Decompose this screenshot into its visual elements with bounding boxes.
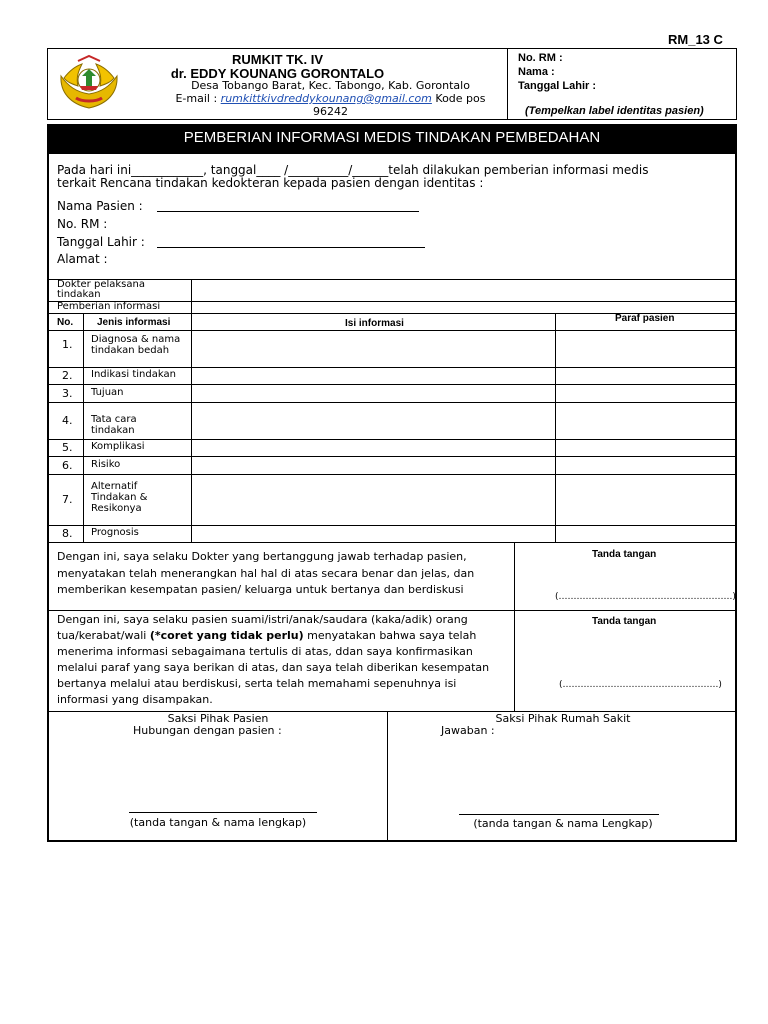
dokter-pelaksana-label: Dokter pelaksana tindakan: [57, 279, 145, 300]
patient-sign-blank[interactable]: (…………………………………………….): [559, 680, 722, 690]
doctor-sign-label: Tanda tangan: [592, 549, 657, 560]
row-no: 3.: [62, 387, 73, 400]
row-jenis: Tujuan: [91, 387, 124, 398]
intro-line2: terkait Rencana tindakan kedokteran kepada pasien dengan identitas :: [57, 176, 484, 190]
document-code: RM_13 C: [668, 32, 723, 47]
email-link[interactable]: rumkittkivdreddykounang@gmail.com: [220, 92, 432, 105]
doctor-statement-line2: menyatakan telah menerangkan hal hal di atas secara benar dan jelas, dan: [57, 567, 475, 580]
row-no: 2.: [62, 369, 73, 382]
row-no: 1.: [62, 338, 73, 351]
witness-right-sub: Jawaban :: [441, 724, 495, 737]
doctor-statement-line3: memberikan kesempatan pasien/ keluarga untuk bertanya dan berdiskusi: [57, 583, 464, 596]
patient-statement-part: tua/kerabat/wali: [57, 629, 150, 642]
postal-code: 96242: [313, 105, 348, 118]
row-no: 4.: [62, 414, 73, 427]
email-line: [158, 92, 503, 105]
header-box: [47, 48, 737, 120]
witness-left-signline[interactable]: [129, 812, 317, 813]
witness-right-signline[interactable]: [459, 814, 659, 815]
address-line: Desa Tobango Barat, Kec. Tabongo, Kab. Gorontalo: [191, 79, 470, 92]
hospital-name-line1: RUMKIT TK. IV: [232, 52, 323, 67]
patient-statement-part: menyatakan bahwa saya telah: [303, 629, 477, 642]
label-note: (Tempelkan label identitas pasien): [525, 105, 704, 117]
identity-tgl-label: Tanggal Lahir :: [57, 235, 145, 249]
row-jenis: Prognosis: [91, 527, 139, 538]
patient-statement-line2: [57, 629, 476, 642]
row-jenis: Tata cara tindakan: [91, 414, 137, 436]
pemberian-informasi-label: Pemberian informasi: [57, 301, 161, 312]
patient-statement-line4: melalui paraf yang saya berikan di atas, dan saya telah diberikan kesempatan: [57, 661, 490, 674]
witness-left-title: Saksi Pihak Pasien: [167, 712, 269, 725]
row-no: 5.: [62, 441, 73, 454]
patient-sign-label: Tanda tangan: [592, 616, 657, 627]
label-tanggal-lahir: Tanggal Lahir :: [518, 80, 597, 92]
row-jenis: Indikasi tindakan: [91, 369, 176, 380]
strike-note: (*coret yang tidak perlu): [149, 629, 304, 642]
patient-statement-line1: Dengan ini, saya selaku pasien suami/istri/anak/saudara (kaka/adik) orang: [57, 613, 468, 626]
row-no: 8.: [62, 527, 73, 540]
col-paraf-header: Paraf pasien: [615, 313, 675, 324]
identity-tgl-line[interactable]: [157, 247, 425, 248]
intro-line1: Pada hari ini____________, tanggal____ /__________/______telah dilakukan pemberian informasi medis: [57, 163, 649, 177]
label-no-rm: No. RM :: [518, 52, 563, 64]
identity-norm-label: No. RM :: [57, 217, 108, 231]
email-prefix: E-mail :: [175, 92, 221, 105]
identity-nama-line[interactable]: [157, 211, 419, 212]
hospital-address: [158, 79, 503, 118]
col-isi-header: Isi informasi: [345, 318, 404, 329]
witness-right-title: Saksi Pihak Rumah Sakit: [495, 712, 631, 725]
row-jenis: Komplikasi: [91, 441, 145, 452]
row-no: 6.: [62, 459, 73, 472]
form-title: PEMBERIAN INFORMASI MEDIS TINDAKAN PEMBEDAHAN: [47, 124, 737, 152]
witness-left-caption: (tanda tangan & nama lengkap): [129, 816, 307, 829]
doctor-statement-line1: Dengan ini, saya selaku Dokter yang bertanggung jawab terhadap pasien,: [57, 550, 467, 563]
row-jenis: Diagnosa & nama tindakan bedah: [91, 334, 181, 356]
row-jenis: Risiko: [91, 459, 121, 470]
col-no-header: No.: [57, 317, 74, 328]
identity-nama-label: Nama Pasien :: [57, 199, 143, 213]
header-divider: [507, 49, 508, 119]
patient-statement-line6: informasi yang disampakan.: [57, 693, 213, 706]
doctor-sign-blank[interactable]: (………………………………………………….): [555, 592, 736, 602]
hospital-name-line2: dr. EDDY KOUNANG GORONTALO: [170, 66, 385, 81]
row-jenis: Alternatif Tindakan & Resikonya: [91, 481, 148, 514]
col-jenis-header: Jenis informasi: [97, 317, 171, 328]
form-body: [47, 152, 737, 842]
label-nama: Nama :: [518, 66, 555, 78]
identity-alamat-label: Alamat :: [57, 252, 108, 266]
witness-left-sub: Hubungan dengan pasien :: [133, 724, 282, 737]
witness-right-caption: (tanda tangan & nama Lengkap): [473, 817, 653, 830]
row-no: 7.: [62, 493, 73, 506]
postal-label: Kode pos: [431, 92, 486, 105]
patient-statement-line3: menerima informasi sebagaimana tertulis di atas, ddan saya konfirmasikan: [57, 645, 473, 658]
patient-statement-line5: bertanya melalui atau berdiskusi, serta telah memahami sepenuhnya isi: [57, 677, 457, 690]
